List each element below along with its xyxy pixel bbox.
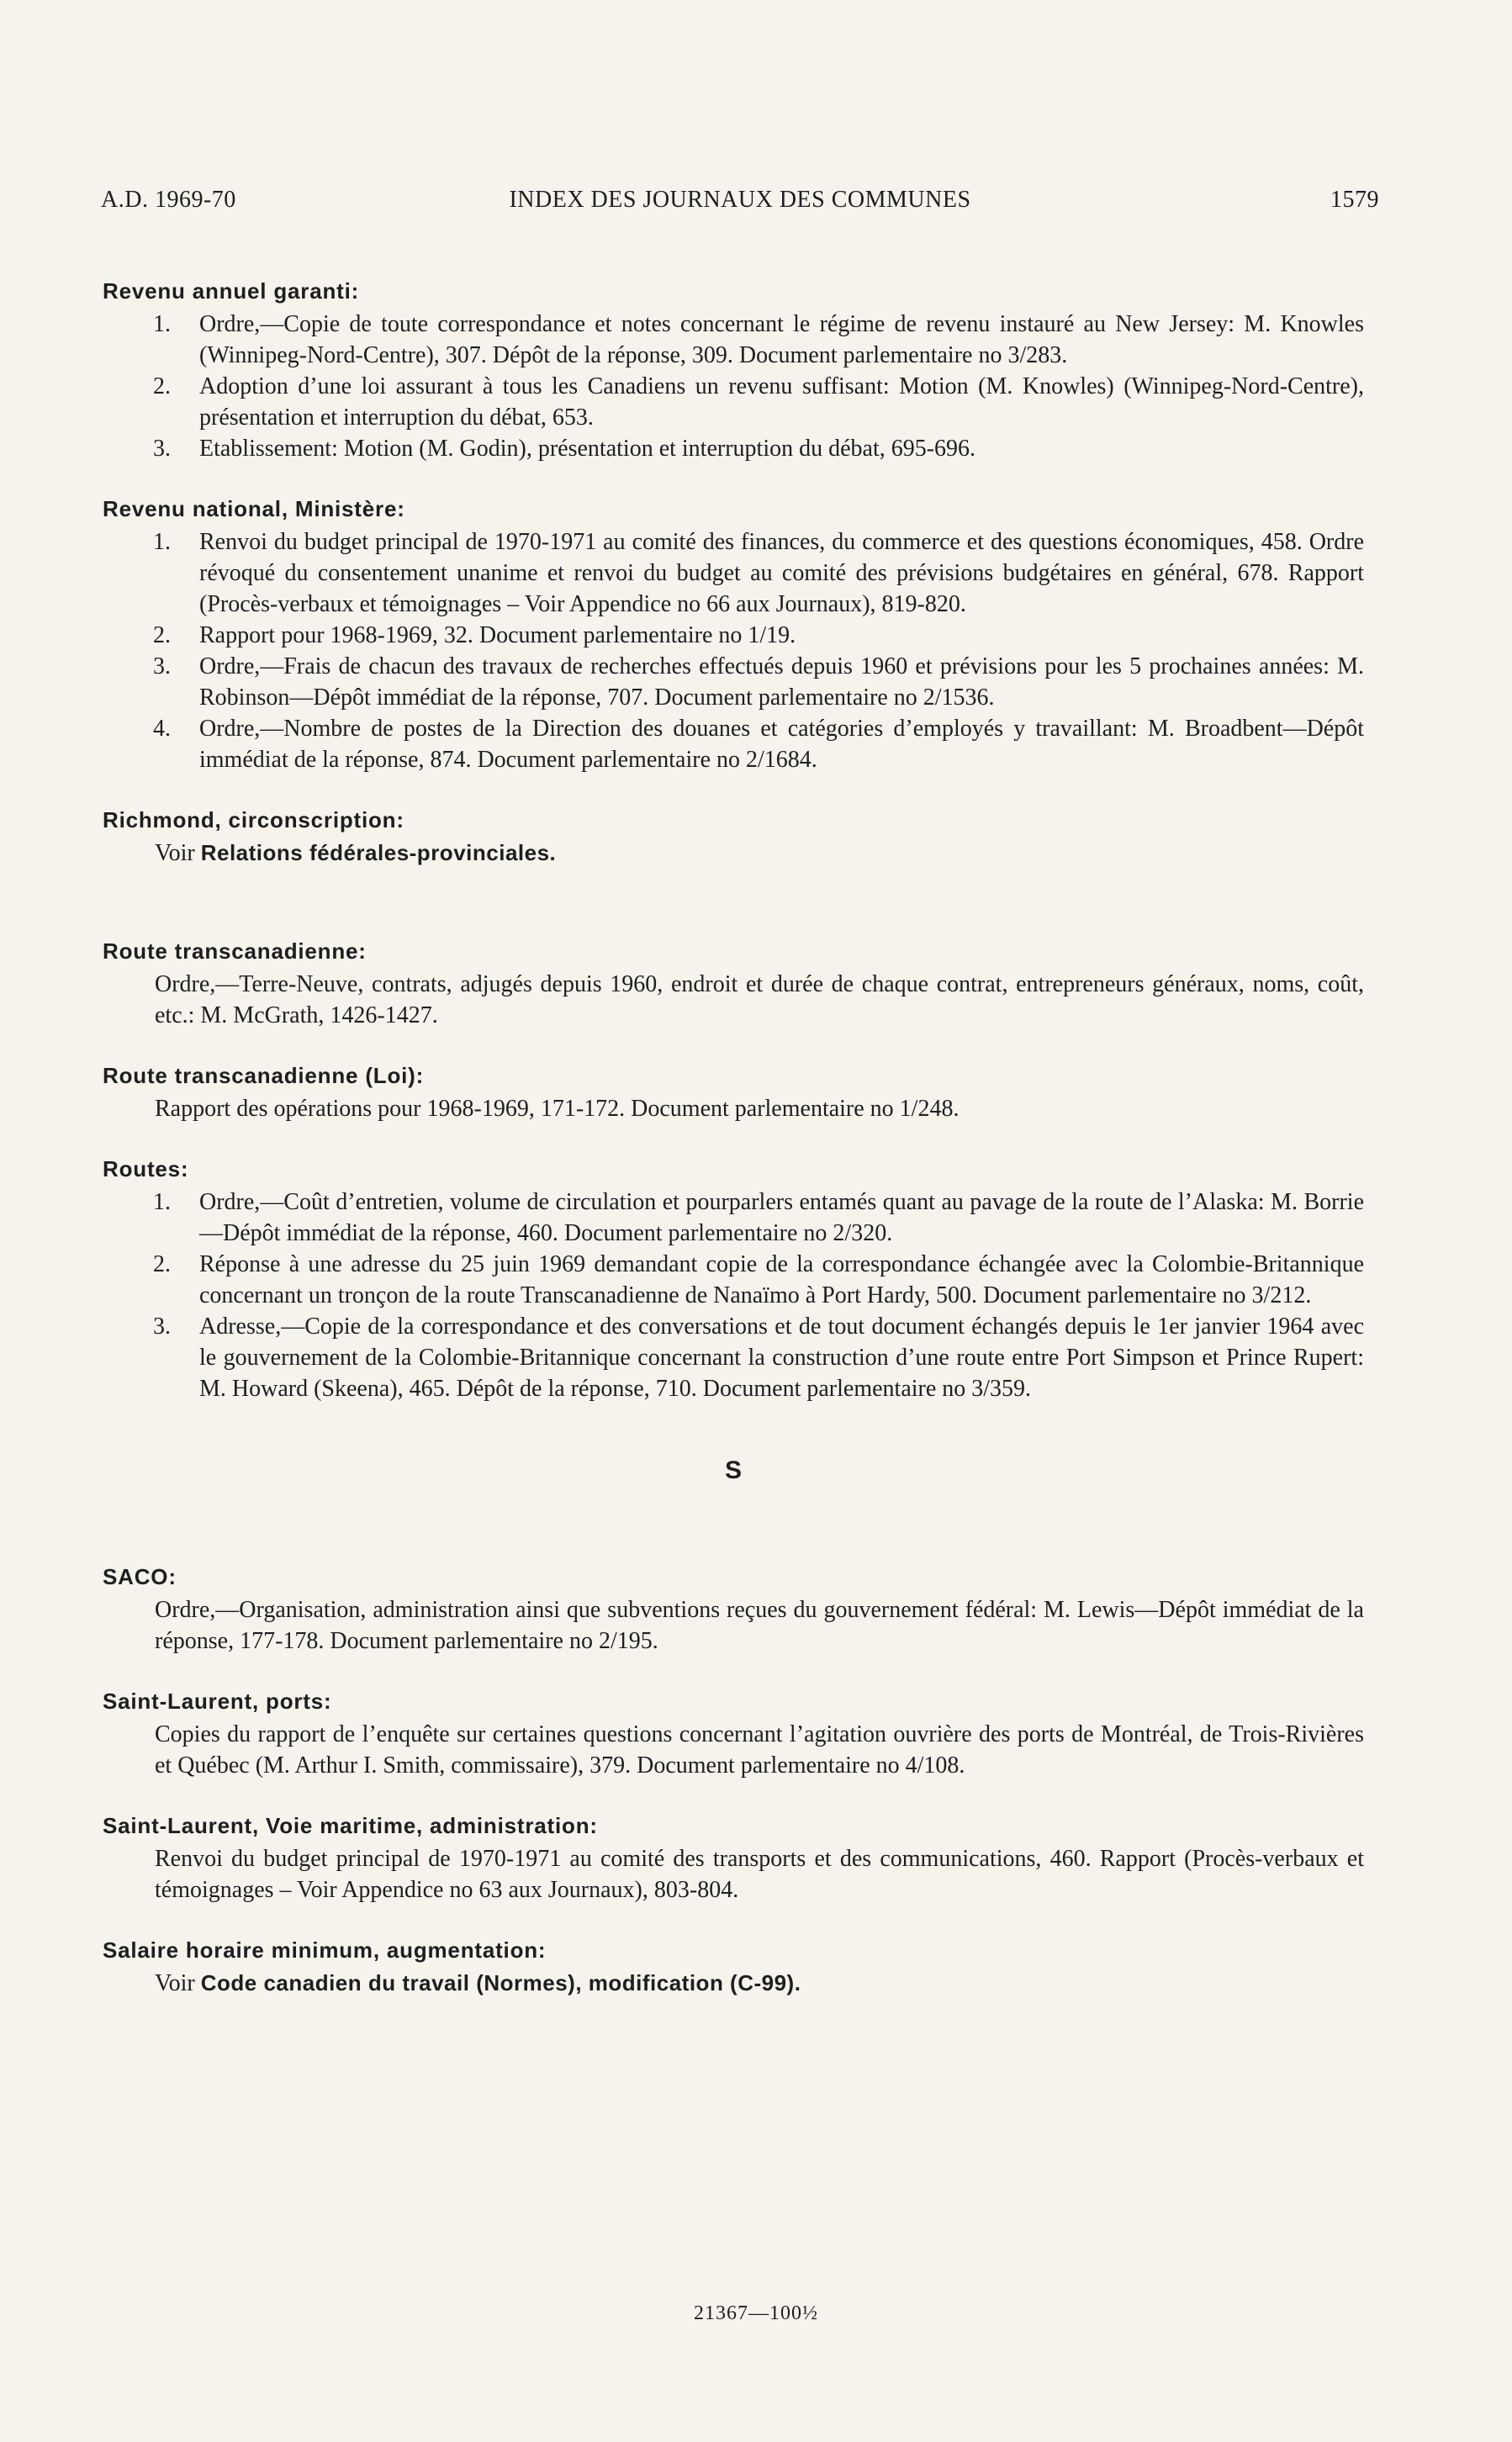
entry-heading: Richmond, circonscription: xyxy=(103,807,404,832)
item-text: Rapport pour 1968-1969, 32. Document parlementaire no 1/19. xyxy=(199,622,796,648)
index-entry xyxy=(103,1154,1364,1404)
page-number: 1579 xyxy=(1330,187,1379,213)
entry-text: Renvoi du budget principal de 1970-1971 au comité des transports et des communications, 460. Rapport (Procès-verbaux et témoignages – Voir Appendice no 63 aux Journaux), 803-804. xyxy=(155,1846,1364,1903)
item-number: 1. xyxy=(153,311,171,337)
index-entry xyxy=(103,1935,1364,1999)
see-prefix: Voir xyxy=(155,840,195,866)
item-text: Renvoi du budget principal de 1970-1971 au comité des finances, du commerce et des questions économiques, 458. Ordre révoqué du consentement unanime et renvoi du budget au comité des prévisions budgétaires en général, 678. Rapport (Procès-verbaux et témoignages – Voir Appendice no 66 aux Journaux), 819-820. xyxy=(199,529,1364,617)
index-content xyxy=(103,276,1364,1999)
item-text: Ordre,—Frais de chacun des travaux de recherches effectués depuis 1960 et prévisions pour les 5 prochaines années: M. Robinson—Dépôt immédiat de la réponse, 707. Document parlementaire no 2/1536. xyxy=(199,653,1364,711)
item-text: Réponse à une adresse du 25 juin 1969 demandant copie de la correspondance échangée avec la Colombie-Britannique concernant un tronçon de la route Transcanadienne de Nanaïmo à Port Hardy, 500. Document parlementaire no 3/212. xyxy=(199,1251,1364,1308)
entry-text: Copies du rapport de l’enquête sur certaines questions concernant l’agitation ouvrière des ports de Montréal, de Trois-Rivières et Québec (M. Arthur I. Smith, commissaire), 379. Document parlementaire no 4/108. xyxy=(155,1721,1364,1779)
item-text: Etablissement: Motion (M. Godin), présentation et interruption du débat, 695-696. xyxy=(199,436,976,462)
page-footer: 21367—100½ xyxy=(694,2302,818,2324)
entry-item xyxy=(103,371,1364,433)
entry-item xyxy=(103,713,1364,775)
entry-item xyxy=(103,651,1364,713)
item-number: 2. xyxy=(153,1251,171,1277)
entry-item xyxy=(103,433,1364,464)
see-reference xyxy=(103,1968,1364,1999)
item-text: Ordre,—Coût d’entretien, volume de circulation et pourparlers entamés quant au pavage de la route de l’Alaska: M. Borrie—Dépôt immédiat de la réponse, 460. Document parlementaire no 2/320. xyxy=(199,1189,1364,1246)
index-entry xyxy=(103,1562,1364,1657)
index-entry xyxy=(103,276,1364,464)
entry-heading: Revenu national, Ministère: xyxy=(103,496,405,521)
item-number: 2. xyxy=(153,622,171,648)
index-entry xyxy=(103,936,1364,1031)
see-prefix: Voir xyxy=(155,1970,195,1996)
header-year: A.D. 1969-70 xyxy=(101,187,236,213)
index-entry xyxy=(103,1060,1364,1124)
item-text: Ordre,—Copie de toute correspondance et notes concernant le régime de revenu instauré au New Jersey: M. Knowles (Winnipeg-Nord-Centre), 307. Dépôt de la réponse, 309. Document parlementaire no 3/283. xyxy=(199,311,1364,368)
entry-heading: Route transcanadienne (Loi): xyxy=(103,1063,425,1088)
page-header xyxy=(101,187,1379,220)
index-entry xyxy=(103,1810,1364,1906)
entry-heading: Saint-Laurent, Voie maritime, administration: xyxy=(103,1813,598,1838)
entry-heading: Revenu annuel garanti: xyxy=(103,278,360,304)
entry-item xyxy=(103,1249,1364,1311)
header-title: INDEX DES JOURNAUX DES COMMUNES xyxy=(509,187,971,213)
entry-heading: Saint-Laurent, ports: xyxy=(103,1689,332,1714)
item-number: 4. xyxy=(153,716,171,742)
entry-text: Ordre,—Terre-Neuve, contrats, adjugés depuis 1960, endroit et durée de chaque contrat, entrepreneurs généraux, noms, coût, etc.: M. McGrath, 1426-1427. xyxy=(155,971,1364,1028)
see-target: Code canadien du travail (Normes), modification (C-99). xyxy=(200,1970,801,1995)
entry-heading: Route transcanadienne: xyxy=(103,938,367,964)
entry-item xyxy=(103,309,1364,371)
item-number: 1. xyxy=(153,529,171,555)
index-entry xyxy=(103,805,1364,869)
item-number: 2. xyxy=(153,373,171,399)
item-number: 3. xyxy=(153,436,171,462)
entry-text: Ordre,—Organisation, administration ainsi que subventions reçues du gouvernement fédéral: M. Lewis—Dépôt immédiat de la réponse, 177-178. Document parlementaire no 2/195. xyxy=(155,1597,1364,1654)
entry-item xyxy=(103,1311,1364,1404)
item-number: 3. xyxy=(153,1314,171,1340)
entry-heading: SACO: xyxy=(103,1564,177,1589)
see-target: Relations fédérales-provinciales. xyxy=(200,840,557,865)
item-number: 1. xyxy=(153,1189,171,1215)
item-number: 3. xyxy=(153,653,171,679)
entry-item xyxy=(103,620,1364,651)
item-text: Adoption d’une loi assurant à tous les Canadiens un revenu suffisant: Motion (M. Knowles) (Winnipeg-Nord-Centre), présentation et interruption du débat, 653. xyxy=(199,373,1364,431)
section-letter: S xyxy=(724,1456,742,1484)
entry-item xyxy=(103,526,1364,620)
item-text: Ordre,—Nombre de postes de la Direction des douanes et catégories d’employés y travaillant: M. Broadbent—Dépôt immédiat de la réponse, 874. Document parlementaire no 2/1684. xyxy=(199,716,1364,773)
entry-heading: Salaire horaire minimum, augmentation: xyxy=(103,1937,547,1963)
item-text: Adresse,—Copie de la correspondance et des conversations et de tout document échangés depuis le 1er janvier 1964 avec le gouvernement de la Colombie-Britannique concernant la construction d’une route entre Port Simpson et Prince Rupert: M. Howard (Skeena), 465. Dépôt de la réponse, 710. Document parlementaire no 3/359. xyxy=(199,1314,1364,1402)
index-entry xyxy=(103,1686,1364,1781)
entry-heading: Routes: xyxy=(103,1156,189,1181)
index-entry xyxy=(103,494,1364,775)
entry-item xyxy=(103,1187,1364,1249)
see-reference xyxy=(103,838,1364,869)
entry-text: Rapport des opérations pour 1968-1969, 171-172. Document parlementaire no 1/248. xyxy=(155,1096,960,1122)
